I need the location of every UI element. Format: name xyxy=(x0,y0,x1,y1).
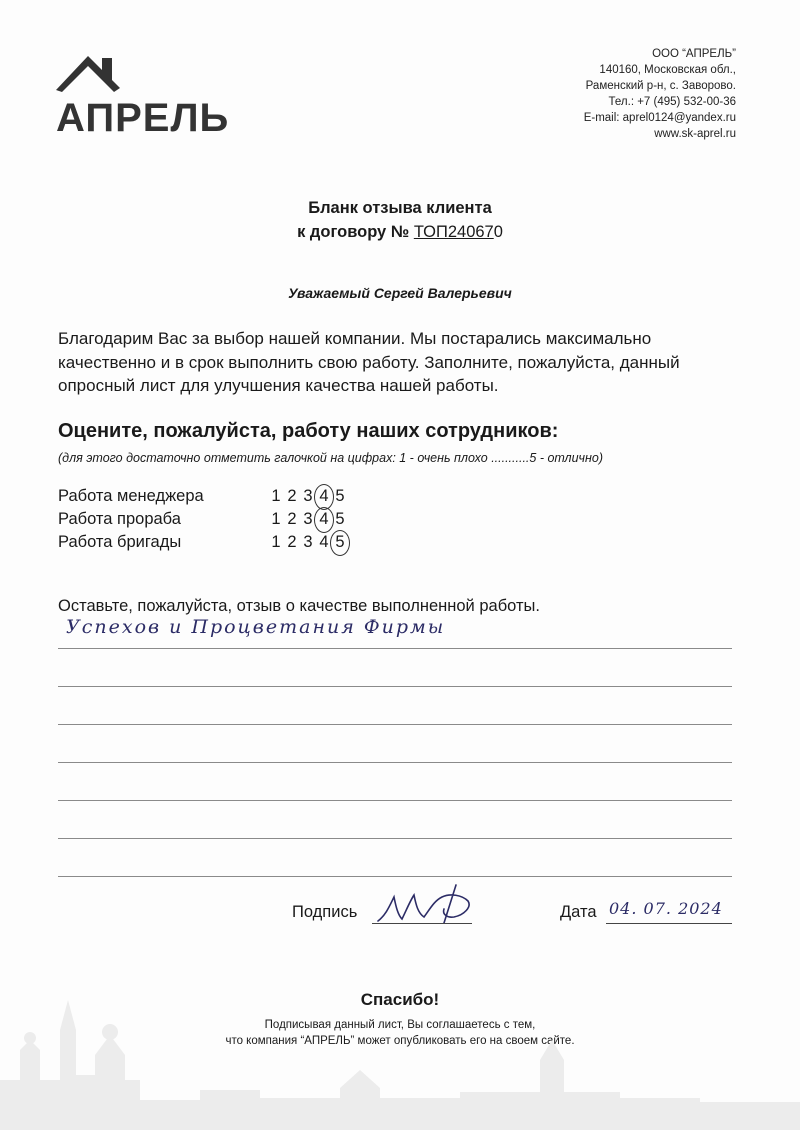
house-roof-icon xyxy=(56,52,126,92)
thanks-heading: Спасибо! xyxy=(360,990,440,1009)
rating-scale xyxy=(268,487,348,506)
feedback-line[interactable] xyxy=(58,648,732,649)
rating-label: Работа прораба xyxy=(58,510,181,528)
feedback-line[interactable] xyxy=(58,800,732,801)
rating-hint: (для этого достаточно отметить галочкой на цифрах: 1 - очень плохо ...........5 - отлично) xyxy=(58,451,604,465)
rating-option[interactable]: 3 xyxy=(303,487,313,505)
rating-option[interactable]: 1 xyxy=(271,533,281,551)
contract-number: ТОП24067 xyxy=(413,223,494,241)
contract-suffix: 0 xyxy=(493,223,503,241)
feedback-line[interactable] xyxy=(58,724,732,725)
signature-field[interactable] xyxy=(372,923,472,924)
rating-option[interactable]: 2 xyxy=(287,533,297,551)
company-email: E-mail: aprel0124@yandex.ru xyxy=(583,112,736,124)
contract-prefix: к договору № xyxy=(297,223,410,241)
company-phone: Тел.: +7 (495) 532-00-36 xyxy=(608,96,736,108)
intro-paragraph: Благодарим Вас за выбор нашей компании. Мы постарались максимально качественно и в срок выполнить свою работу. Заполните, пожалуйста, данный опросный лист для улучшения качества нашей работы. xyxy=(58,329,680,395)
feedback-question: Оставьте, пожалуйста, отзыв о качестве выполненной работы. xyxy=(58,597,540,615)
rating-option[interactable]: 2 xyxy=(287,510,297,528)
signature-label: Подпись xyxy=(292,903,358,921)
consent-line-2: что компания “АПРЕЛЬ” может опубликовать его на своем сайте. xyxy=(225,1035,575,1047)
company-name: ООО “АПРЕЛЬ” xyxy=(652,48,736,60)
city-skyline-watermark xyxy=(0,980,800,1130)
rating-option-selected[interactable]: 4 xyxy=(316,487,332,506)
company-address-2: Раменский р-н, с. Заворово. xyxy=(585,80,736,92)
form-title xyxy=(0,196,800,244)
greeting: Уважаемый Сергей Валерьевич xyxy=(288,285,512,301)
date-label: Дата xyxy=(560,903,597,921)
rating-option[interactable]: 1 xyxy=(271,487,281,505)
date-field[interactable] xyxy=(606,923,732,924)
company-address-1: 140160, Московская обл., xyxy=(599,64,736,76)
rating-scale xyxy=(268,510,348,529)
rating-option[interactable]: 5 xyxy=(335,487,345,505)
feedback-line[interactable] xyxy=(58,686,732,687)
logo-wordmark: АПРЕЛЬ xyxy=(56,96,230,140)
company-contacts xyxy=(476,46,736,142)
rating-option-selected[interactable]: 5 xyxy=(332,533,348,552)
feedback-line[interactable] xyxy=(58,762,732,763)
feedback-line[interactable] xyxy=(58,838,732,839)
rating-option[interactable]: 5 xyxy=(335,510,345,528)
contract-line xyxy=(297,220,503,244)
rating-heading: Оцените, пожалуйста, работу наших сотрудников: xyxy=(58,420,559,442)
rating-option[interactable]: 1 xyxy=(271,510,281,528)
rating-option-selected[interactable]: 4 xyxy=(316,510,332,529)
company-logo xyxy=(56,52,256,140)
handwritten-feedback: Успехов и Процветания Фирмы xyxy=(66,616,446,638)
date-value: 04. 07. 2024 xyxy=(609,899,723,918)
rating-label: Работа менеджера xyxy=(58,487,204,505)
handwritten-signature xyxy=(372,875,492,927)
rating-scale xyxy=(268,533,348,552)
consent-line-1: Подписывая данный лист, Вы соглашаетесь с тем, xyxy=(264,1019,536,1031)
rating-option[interactable]: 3 xyxy=(303,533,313,551)
rating-label: Работа бригады xyxy=(58,533,182,551)
rating-option[interactable]: 4 xyxy=(319,533,329,551)
rating-option[interactable]: 3 xyxy=(303,510,313,528)
company-website: www.sk-aprel.ru xyxy=(654,128,736,140)
rating-option[interactable]: 2 xyxy=(287,487,297,505)
form-title-text: Бланк отзыва клиента xyxy=(308,199,492,217)
